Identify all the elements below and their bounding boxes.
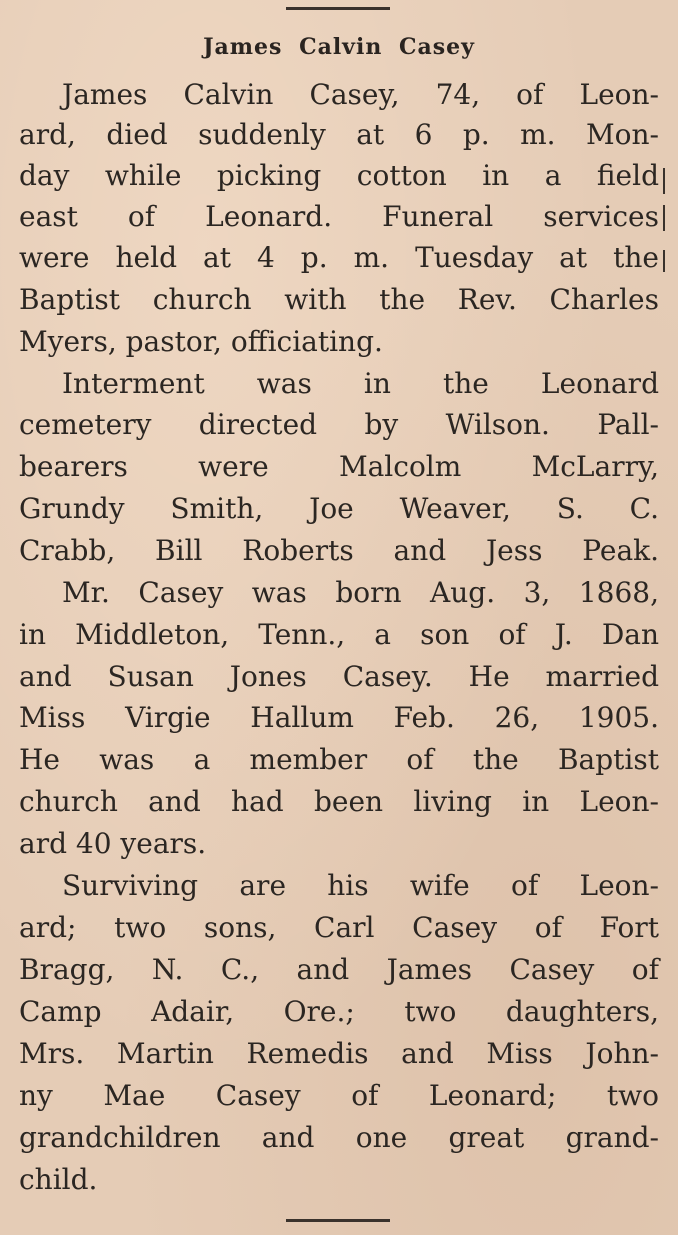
article-line: Baptist church with the Rev. Charles — [19, 283, 659, 316]
article-line: bearers were Malcolm McLarry, — [19, 450, 659, 483]
article-line: He was a member of the Baptist — [19, 743, 659, 776]
article-line: cemetery directed by Wilson. Pall- — [19, 408, 659, 441]
article-line: day while picking cotton in a field — [19, 159, 659, 192]
article-line: ard, died suddenly at 6 p. m. Mon- — [19, 118, 659, 151]
article-line: Miss Virgie Hallum Feb. 26, 1905. — [19, 701, 659, 734]
article-line: Mrs. Martin Remedis and Miss John- — [19, 1037, 659, 1070]
article-line: Surviving are his wife of Leon- — [62, 869, 659, 902]
article-line: grandchildren and one great grand- — [19, 1121, 659, 1154]
article-line: Camp Adair, Ore.; two daughters, — [19, 995, 659, 1028]
article-line: Mr. Casey was born Aug. 3, 1868, — [62, 576, 659, 609]
article-line: east of Leonard. Funeral services — [19, 200, 659, 233]
article-line: ard; two sons, Carl Casey of Fort — [19, 911, 659, 944]
article-line: in Middleton, Tenn., a son of J. Dan — [19, 618, 659, 651]
article-line: James Calvin Casey, 74, of Leon- — [62, 78, 659, 111]
article-line: child. — [19, 1163, 98, 1196]
article-line: Interment was in the Leonard — [62, 367, 659, 400]
article-line: ard 40 years. — [19, 827, 207, 860]
column-edge-mark — [663, 250, 665, 272]
article-line: were held at 4 p. m. Tuesday at the — [19, 241, 659, 274]
article-line: Bragg, N. C., and James Casey of — [19, 953, 659, 986]
article-line: Grundy Smith, Joe Weaver, S. C. — [19, 492, 659, 525]
column-edge-mark — [663, 168, 665, 194]
obituary-headline: James Calvin Casey — [203, 34, 475, 60]
article-line: Crabb, Bill Roberts and Jess Peak. — [19, 534, 659, 567]
top-rule — [286, 7, 390, 10]
column-edge-mark — [663, 205, 665, 231]
article-line: church and had been living in Leon- — [19, 785, 659, 818]
bottom-rule — [286, 1219, 390, 1222]
article-line: and Susan Jones Casey. He married — [19, 660, 659, 693]
article-line: Myers, pastor, officiating. — [19, 325, 383, 358]
article-line: ny Mae Casey of Leonard; two — [19, 1079, 659, 1112]
